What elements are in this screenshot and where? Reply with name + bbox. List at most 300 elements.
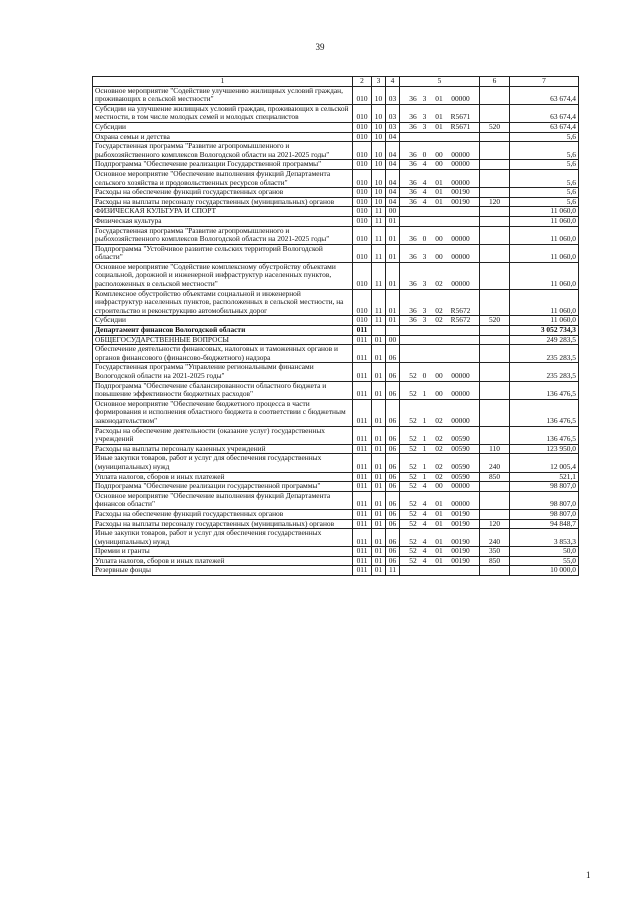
- row-ministry-code: 011: [353, 547, 372, 557]
- target-article-part: 4: [422, 196, 427, 206]
- row-expense-type: [480, 345, 510, 363]
- target-article-part: 52: [409, 518, 417, 528]
- target-article-part: 52: [409, 546, 417, 556]
- row-expense-type: [480, 142, 510, 160]
- target-article-part: 00190: [451, 518, 470, 528]
- row-amount: 11 060,0: [510, 262, 579, 289]
- target-article-part: 00000: [451, 234, 470, 244]
- target-article-part: 52: [409, 371, 417, 380]
- row-target-article: [400, 289, 480, 316]
- target-article-part: 0: [422, 371, 427, 380]
- target-article-part: 1: [422, 471, 427, 481]
- target-article-part: 4: [422, 159, 427, 169]
- row-subsection: 06: [386, 444, 400, 454]
- row-expense-type: 240: [480, 529, 510, 547]
- header-cell-target-article: 5: [400, 77, 480, 87]
- row-description: Иные закупки товаров, работ и услуг для обеспечения государственных (муниципальных) нужд: [93, 454, 353, 472]
- row-description: Подпрограмма "Обеспечение сбалансированности областного бюджета и повышение эффективности бюджетных расходов": [93, 381, 353, 399]
- row-subsection: 04: [386, 188, 400, 198]
- row-section: 11: [372, 262, 386, 289]
- target-article-part: 01: [435, 94, 443, 104]
- row-subsection: 06: [386, 454, 400, 472]
- row-target-article: [400, 326, 480, 336]
- row-target-article: [400, 216, 480, 226]
- row-target-article: [400, 169, 480, 187]
- target-article-part: 4: [422, 499, 427, 509]
- table-row: [93, 188, 579, 198]
- target-article-part: 00000: [451, 159, 470, 169]
- target-article-part: 00: [435, 252, 443, 262]
- row-description: Подпрограмма "Обеспечение реализации государственной программы": [93, 482, 353, 492]
- row-description: Расходы на выплаты персоналу государственных (муниципальных) органов: [93, 197, 353, 207]
- row-section: 10: [372, 169, 386, 187]
- target-article-part: 02: [435, 279, 443, 289]
- target-article-part: 1: [422, 415, 427, 425]
- row-description: Физическая культура: [93, 216, 353, 226]
- row-section: 01: [372, 529, 386, 547]
- row-target-article: [400, 426, 480, 444]
- row-section: 11: [372, 216, 386, 226]
- row-expense-type: [480, 226, 510, 244]
- row-target-article: [400, 188, 480, 198]
- target-article-part: 0: [422, 234, 427, 244]
- row-expense-type: [480, 326, 510, 336]
- row-section: 01: [372, 345, 386, 363]
- row-amount: 5,6: [510, 188, 579, 198]
- row-section: 01: [372, 426, 386, 444]
- table-row: [93, 509, 579, 519]
- target-article-part: 52: [409, 499, 417, 509]
- row-ministry-code: 010: [353, 262, 372, 289]
- target-article-part: 52: [409, 389, 417, 399]
- row-ministry-code: 011: [353, 326, 372, 336]
- target-article-part: 00: [435, 371, 443, 380]
- row-ministry-code: 011: [353, 472, 372, 482]
- row-amount: 136 476,5: [510, 381, 579, 399]
- row-target-article: [400, 104, 480, 122]
- table-row: [93, 381, 579, 399]
- row-section: 11: [372, 316, 386, 326]
- row-expense-type: 520: [480, 316, 510, 326]
- row-section: 11: [372, 226, 386, 244]
- row-expense-type: 520: [480, 122, 510, 132]
- row-description: Расходы на обеспечение функций государственных органов: [93, 509, 353, 519]
- row-amount: 136 476,5: [510, 426, 579, 444]
- row-ministry-code: 010: [353, 188, 372, 198]
- target-article-part: 01: [435, 187, 443, 197]
- row-target-article: [400, 491, 480, 509]
- row-subsection: 01: [386, 289, 400, 316]
- row-section: 01: [372, 491, 386, 509]
- row-subsection: 06: [386, 472, 400, 482]
- row-target-article: [400, 547, 480, 557]
- row-ministry-code: 011: [353, 345, 372, 363]
- row-target-article: [400, 519, 480, 529]
- row-section: 01: [372, 444, 386, 454]
- target-article-part: 52: [409, 443, 417, 453]
- row-expense-type: 850: [480, 556, 510, 566]
- target-article-part: 4: [422, 177, 427, 187]
- target-article-part: 00000: [451, 94, 470, 104]
- row-amount: 98 807,0: [510, 509, 579, 519]
- target-article-part: 00000: [451, 177, 470, 187]
- row-description: Расходы на обеспечение функций государственных органов: [93, 188, 353, 198]
- header-cell-section: 3: [372, 77, 386, 87]
- row-ministry-code: 010: [353, 197, 372, 207]
- target-article-part: 00000: [451, 149, 470, 159]
- target-article-part: 00590: [451, 443, 470, 453]
- row-subsection: 06: [386, 491, 400, 509]
- row-ministry-code: 010: [353, 226, 372, 244]
- row-ministry-code: 011: [353, 482, 372, 492]
- row-subsection: 06: [386, 529, 400, 547]
- target-article-part: 00: [435, 481, 443, 491]
- row-section: 10: [372, 197, 386, 207]
- row-target-article: [400, 566, 480, 576]
- table-body: [93, 86, 579, 575]
- target-article-part: 00000: [451, 415, 470, 425]
- target-article-part: 36: [409, 234, 417, 244]
- row-subsection: 04: [386, 132, 400, 142]
- row-description: Государственная программа "Управление региональными финансами Вологодской области на 2021-2025 годы": [93, 363, 353, 381]
- row-subsection: 06: [386, 381, 400, 399]
- row-target-article: [400, 262, 480, 289]
- target-article-part: 00000: [451, 279, 470, 289]
- row-target-article: [400, 226, 480, 244]
- row-target-article: [400, 454, 480, 472]
- row-subsection: 04: [386, 197, 400, 207]
- row-subsection: 06: [386, 399, 400, 426]
- row-description: Основное мероприятие "Обеспечение бюджетного процесса в части формирования и исполнения областного бюджета в соответствии с бюджетным законодательством": [93, 399, 353, 426]
- target-article-part: 52: [409, 481, 417, 491]
- header-cell-amount: 7: [510, 77, 579, 87]
- row-subsection: 01: [386, 244, 400, 262]
- target-article-part: 02: [435, 443, 443, 453]
- row-description: Уплата налогов, сборов и иных платежей: [93, 472, 353, 482]
- row-amount: 11 060,0: [510, 207, 579, 217]
- row-section: 01: [372, 547, 386, 557]
- row-section: 01: [372, 399, 386, 426]
- row-ministry-code: 010: [353, 244, 372, 262]
- row-target-article: [400, 86, 480, 104]
- target-article-part: R5672: [450, 315, 471, 325]
- row-description: Расходы на выплаты персоналу государственных (муниципальных) органов: [93, 519, 353, 529]
- table-row: [93, 399, 579, 426]
- row-section: 11: [372, 207, 386, 217]
- row-subsection: 04: [386, 160, 400, 170]
- table-row: [93, 207, 579, 217]
- table-row: [93, 262, 579, 289]
- row-expense-type: 120: [480, 197, 510, 207]
- target-article-part: 00: [435, 389, 443, 399]
- target-article-part: 4: [422, 518, 427, 528]
- target-article-part: 00190: [451, 196, 470, 206]
- row-subsection: 01: [386, 262, 400, 289]
- row-amount: 235 283,5: [510, 345, 579, 363]
- target-article-part: 36: [409, 196, 417, 206]
- row-target-article: [400, 482, 480, 492]
- row-ministry-code: 010: [353, 132, 372, 142]
- row-amount: 98 807,0: [510, 491, 579, 509]
- row-expense-type: [480, 509, 510, 519]
- row-amount: 63 674,4: [510, 104, 579, 122]
- row-ministry-code: 010: [353, 289, 372, 316]
- target-article-part: 00190: [451, 187, 470, 197]
- row-description: Основное мероприятие "Содействие комплексному обустройству объектами социальной, дорожной и инженерной инфраструктур населенных пунктов, расположенных в сельской местности": [93, 262, 353, 289]
- row-target-article: [400, 142, 480, 160]
- table-row: [93, 426, 579, 444]
- target-article-part: 3: [422, 305, 427, 315]
- row-expense-type: [480, 188, 510, 198]
- row-subsection: 01: [386, 226, 400, 244]
- row-section: 01: [372, 472, 386, 482]
- row-subsection: [386, 326, 400, 336]
- row-target-article: [400, 132, 480, 142]
- target-article-part: 36: [409, 112, 417, 122]
- bottom-page-mark: 1: [586, 870, 591, 880]
- target-article-part: 4: [422, 546, 427, 556]
- row-ministry-code: 011: [353, 529, 372, 547]
- row-subsection: 06: [386, 519, 400, 529]
- row-subsection: 06: [386, 426, 400, 444]
- target-article-part: 01: [435, 508, 443, 518]
- target-article-part: 01: [435, 536, 443, 546]
- row-amount: 3 052 734,3: [510, 326, 579, 336]
- row-description: Субсидии: [93, 122, 353, 132]
- target-article-part: 00190: [451, 546, 470, 556]
- target-article-part: 4: [422, 555, 427, 565]
- target-article-part: 4: [422, 481, 427, 491]
- target-article-part: 4: [422, 508, 427, 518]
- row-amount: 11 060,0: [510, 244, 579, 262]
- row-ministry-code: 011: [353, 335, 372, 345]
- row-amount: 11 060,0: [510, 216, 579, 226]
- table-row: [93, 289, 579, 316]
- table-row: [93, 547, 579, 557]
- target-article-part: 1: [422, 434, 427, 444]
- target-article-part: 36: [409, 177, 417, 187]
- row-target-article: [400, 160, 480, 170]
- target-article-part: 52: [409, 536, 417, 546]
- row-expense-type: [480, 104, 510, 122]
- target-article-part: 52: [409, 508, 417, 518]
- target-article-part: 36: [409, 121, 417, 131]
- row-subsection: 06: [386, 556, 400, 566]
- row-subsection: 00: [386, 335, 400, 345]
- target-article-part: 02: [435, 434, 443, 444]
- row-target-article: [400, 556, 480, 566]
- target-article-part: R5671: [450, 112, 471, 122]
- row-ministry-code: 010: [353, 104, 372, 122]
- target-article-part: 00000: [451, 389, 470, 399]
- row-ministry-code: 011: [353, 566, 372, 576]
- row-expense-type: [480, 482, 510, 492]
- row-amount: 5,6: [510, 132, 579, 142]
- row-target-article: [400, 345, 480, 363]
- row-section: 01: [372, 482, 386, 492]
- row-description: Уплата налогов, сборов и иных платежей: [93, 556, 353, 566]
- row-section: 01: [372, 335, 386, 345]
- row-description: Субсидии: [93, 316, 353, 326]
- row-subsection: 00: [386, 207, 400, 217]
- target-article-part: 36: [409, 252, 417, 262]
- target-article-part: 01: [435, 196, 443, 206]
- row-ministry-code: 011: [353, 556, 372, 566]
- target-article-part: 36: [409, 279, 417, 289]
- row-subsection: 03: [386, 122, 400, 132]
- row-expense-type: [480, 399, 510, 426]
- target-article-part: 3: [422, 315, 427, 325]
- row-section: 01: [372, 556, 386, 566]
- target-article-part: 01: [435, 177, 443, 187]
- row-expense-type: [480, 335, 510, 345]
- row-ministry-code: 010: [353, 316, 372, 326]
- row-target-article: [400, 509, 480, 519]
- row-expense-type: 350: [480, 547, 510, 557]
- row-ministry-code: 011: [353, 381, 372, 399]
- row-expense-type: [480, 491, 510, 509]
- row-expense-type: [480, 289, 510, 316]
- row-amount: 11 060,0: [510, 226, 579, 244]
- budget-table: [92, 76, 579, 576]
- target-article-part: 00: [435, 159, 443, 169]
- target-article-part: 52: [409, 471, 417, 481]
- row-amount: 5,6: [510, 197, 579, 207]
- target-article-part: 52: [409, 434, 417, 444]
- target-article-part: 36: [409, 159, 417, 169]
- target-article-part: 3: [422, 94, 427, 104]
- row-expense-type: [480, 566, 510, 576]
- table-row: [93, 86, 579, 104]
- row-ministry-code: 010: [353, 169, 372, 187]
- target-article-part: 52: [409, 461, 417, 471]
- row-amount: 11 060,0: [510, 316, 579, 326]
- row-description: Обеспечение деятельности финансовых, налоговых и таможенных органов и органов финансового (финансово-бюджетного) надзора: [93, 345, 353, 363]
- target-article-part: 36: [409, 149, 417, 159]
- row-section: 01: [372, 509, 386, 519]
- target-article-part: 00: [435, 234, 443, 244]
- row-amount: 3 853,3: [510, 529, 579, 547]
- row-ministry-code: 011: [353, 519, 372, 529]
- row-section: 11: [372, 289, 386, 316]
- row-ministry-code: 010: [353, 160, 372, 170]
- row-description: Государственная программа "Развитие агропромышленного и рыбохозяйственного комплексов Вологодской области на 2021-2025 годы": [93, 142, 353, 160]
- target-article-part: 52: [409, 415, 417, 425]
- row-amount: 98 807,0: [510, 482, 579, 492]
- row-expense-type: [480, 363, 510, 381]
- target-article-part: 01: [435, 499, 443, 509]
- row-expense-type: [480, 86, 510, 104]
- row-subsection: 04: [386, 142, 400, 160]
- row-ministry-code: 010: [353, 122, 372, 132]
- target-article-part: 52: [409, 555, 417, 565]
- row-section: 01: [372, 454, 386, 472]
- target-article-part: 00000: [451, 499, 470, 509]
- target-article-part: 00: [435, 149, 443, 159]
- row-amount: 55,0: [510, 556, 579, 566]
- row-expense-type: 850: [480, 472, 510, 482]
- row-expense-type: [480, 426, 510, 444]
- target-article-part: 4: [422, 187, 427, 197]
- row-amount: 5,6: [510, 142, 579, 160]
- row-expense-type: [480, 160, 510, 170]
- row-description: Расходы на обеспечение деятельности (оказание услуг) государственных учреждений: [93, 426, 353, 444]
- row-expense-type: [480, 132, 510, 142]
- table-row: [93, 345, 579, 363]
- target-article-part: 02: [435, 415, 443, 425]
- row-subsection: 11: [386, 566, 400, 576]
- target-article-part: 00590: [451, 434, 470, 444]
- target-article-part: 01: [435, 555, 443, 565]
- table-row: [93, 566, 579, 576]
- target-article-part: 01: [435, 518, 443, 528]
- row-target-article: [400, 316, 480, 326]
- row-target-article: [400, 244, 480, 262]
- table-header-row: [93, 77, 579, 87]
- row-expense-type: [480, 381, 510, 399]
- row-subsection: 06: [386, 363, 400, 381]
- table-row: [93, 169, 579, 187]
- table-row: [93, 160, 579, 170]
- row-section: 11: [372, 244, 386, 262]
- row-ministry-code: 011: [353, 444, 372, 454]
- table-row: [93, 491, 579, 509]
- row-ministry-code: 011: [353, 426, 372, 444]
- row-ministry-code: 010: [353, 142, 372, 160]
- row-ministry-code: 010: [353, 86, 372, 104]
- row-section: 10: [372, 142, 386, 160]
- target-article-part: 02: [435, 315, 443, 325]
- row-ministry-code: 010: [353, 207, 372, 217]
- row-amount: 235 283,5: [510, 363, 579, 381]
- row-subsection: 01: [386, 216, 400, 226]
- table-row: [93, 142, 579, 160]
- row-section: 10: [372, 104, 386, 122]
- row-ministry-code: 011: [353, 491, 372, 509]
- target-article-part: 02: [435, 305, 443, 315]
- row-target-article: [400, 122, 480, 132]
- row-subsection: 06: [386, 345, 400, 363]
- target-article-part: 00590: [451, 461, 470, 471]
- target-article-part: 00190: [451, 508, 470, 518]
- row-ministry-code: 011: [353, 454, 372, 472]
- row-amount: 12 005,4: [510, 454, 579, 472]
- target-article-part: 01: [435, 121, 443, 131]
- row-target-article: [400, 444, 480, 454]
- target-article-part: 36: [409, 187, 417, 197]
- row-amount: 63 674,4: [510, 86, 579, 104]
- row-description: Основное мероприятие "Содействие улучшению жилищных условий граждан, проживающих в сельской местности": [93, 86, 353, 104]
- row-description: Иные закупки товаров, работ и услуг для обеспечения государственных (муниципальных) нужд: [93, 529, 353, 547]
- target-article-part: 1: [422, 461, 427, 471]
- row-description: Подпрограмма "Устойчивое развитие сельских территорий Вологодской области": [93, 244, 353, 262]
- header-cell-description: 1: [93, 77, 353, 87]
- header-cell-ministry-code: 2: [353, 77, 372, 87]
- target-article-part: 02: [435, 461, 443, 471]
- row-amount: 249 283,5: [510, 335, 579, 345]
- row-description: Премии и гранты: [93, 547, 353, 557]
- row-expense-type: [480, 207, 510, 217]
- target-article-part: 3: [422, 252, 427, 262]
- row-ministry-code: 011: [353, 399, 372, 426]
- header-cell-expense-type: 6: [480, 77, 510, 87]
- row-description: Расходы на выплаты персоналу казенных учреждений: [93, 444, 353, 454]
- target-article-part: 36: [409, 305, 417, 315]
- row-subsection: 06: [386, 482, 400, 492]
- target-article-part: 01: [435, 112, 443, 122]
- row-description: ОБЩЕГОСУДАРСТВЕННЫЕ ВОПРОСЫ: [93, 335, 353, 345]
- table-row: [93, 216, 579, 226]
